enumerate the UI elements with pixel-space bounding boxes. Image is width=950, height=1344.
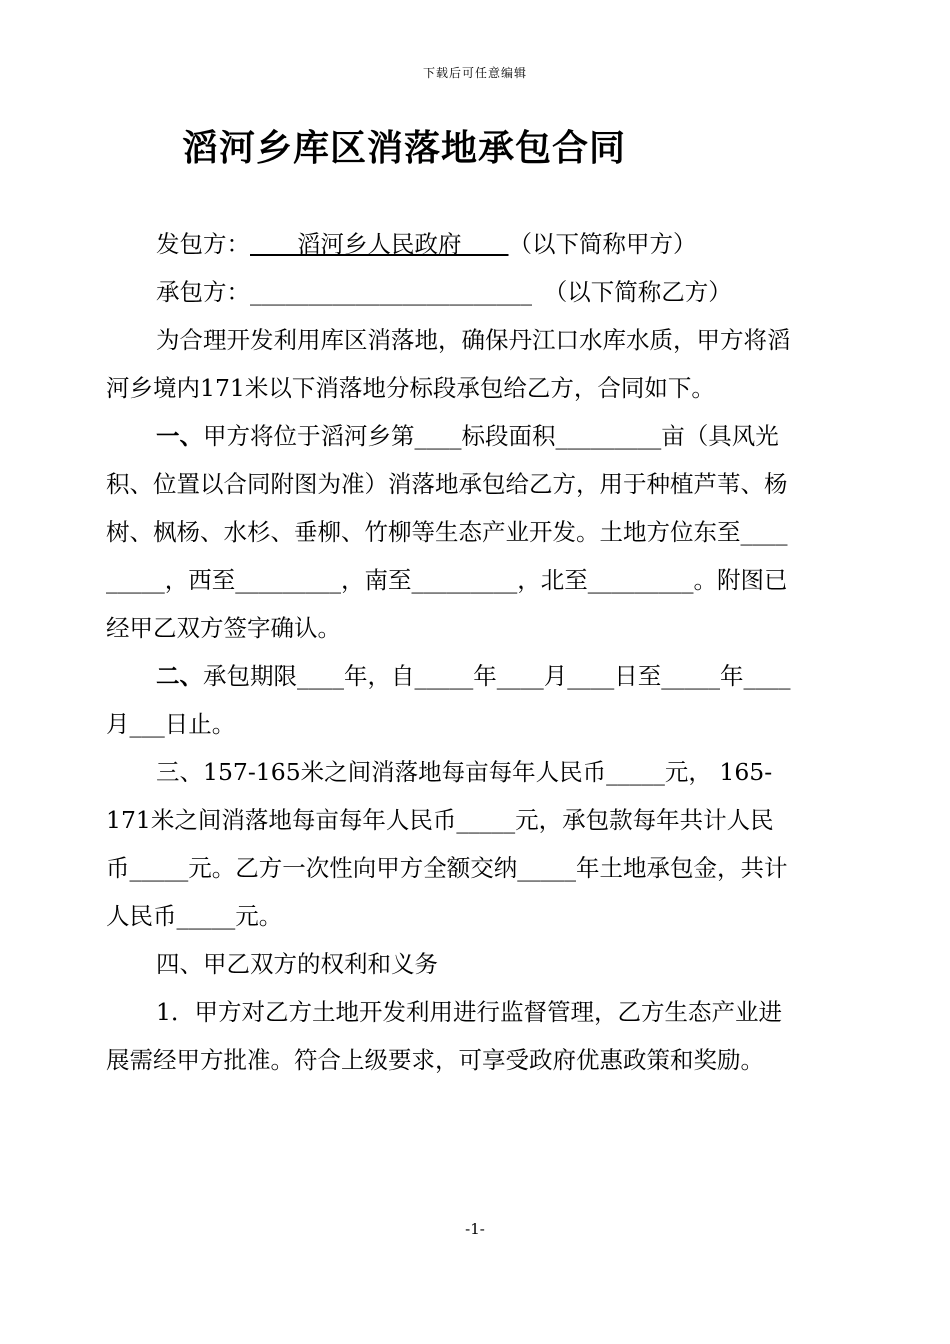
issuer-line <box>106 220 846 268</box>
paragraph-line: 人民币_____元。 <box>106 902 283 930</box>
paragraph-line: 树、枫杨、水杉、垂柳、竹柳等生态产业开发。土地方位东至____ <box>106 518 788 546</box>
paragraph-line: 1．甲方对乙方土地开发利用进行监督管理，乙方生态产业进 <box>156 998 782 1026</box>
page-title: 滔河乡库区消落地承包合同 <box>182 128 627 169</box>
paragraph-line: 月___日止。 <box>106 710 236 738</box>
paragraph-line <box>106 652 846 700</box>
paragraph-line: 三、157-165米之间消落地每亩每年人民币_____元， 165- <box>156 758 773 786</box>
clause-number: 一、 <box>156 422 203 450</box>
header-note: 下载后可任意编辑 <box>422 66 527 80</box>
page-number: -1- <box>465 1220 485 1238</box>
contractor-label: 承包方： <box>156 278 250 306</box>
contract-body <box>106 220 846 1084</box>
section-heading: 四、甲乙双方的权利和义务 <box>156 950 438 978</box>
contractor-suffix: （以下简称乙方） <box>543 278 732 306</box>
paragraph-line <box>106 412 846 460</box>
paragraph-line: 河乡境内171米以下消落地分标段承包给乙方，合同如下。 <box>106 374 715 402</box>
paragraph-line: 经甲乙双方签字确认。 <box>106 614 341 642</box>
paragraph-line: 积、位置以合同附图为准）消落地承包给乙方，用于种植芦苇、杨 <box>106 470 788 498</box>
paragraph-line: _____，西至_________，南至_________，北至_________。附图已 <box>106 566 788 594</box>
paragraph-line: 展需经甲方批准。符合上级要求，可享受政府优惠政策和奖励。 <box>106 1046 764 1074</box>
paragraph-line: 为合理开发利用库区消落地，确保丹江口水库水质，甲方将滔 <box>156 326 791 354</box>
paragraph-line: 171米之间消落地每亩每年人民币_____元，承包款每年共计人民 <box>106 806 774 834</box>
paragraph-line: 币_____元。乙方一次性向甲方全额交纳_____年土地承包金，共计 <box>106 854 788 882</box>
issuer-suffix: （以下简称甲方） <box>508 230 697 258</box>
issuer-label: 发包方： <box>156 230 250 258</box>
contractor-line <box>106 268 846 316</box>
clause-text: 承包期限____年，自_____年____月____日至_____年____ <box>203 662 791 690</box>
issuer-name: 滔河乡人民政府 <box>297 230 462 258</box>
contractor-blank: ________________________ <box>250 278 532 306</box>
clause-number: 二、 <box>156 662 203 690</box>
clause-text: 甲方将位于滔河乡第____标段面积_________亩（具风光 <box>203 422 779 450</box>
